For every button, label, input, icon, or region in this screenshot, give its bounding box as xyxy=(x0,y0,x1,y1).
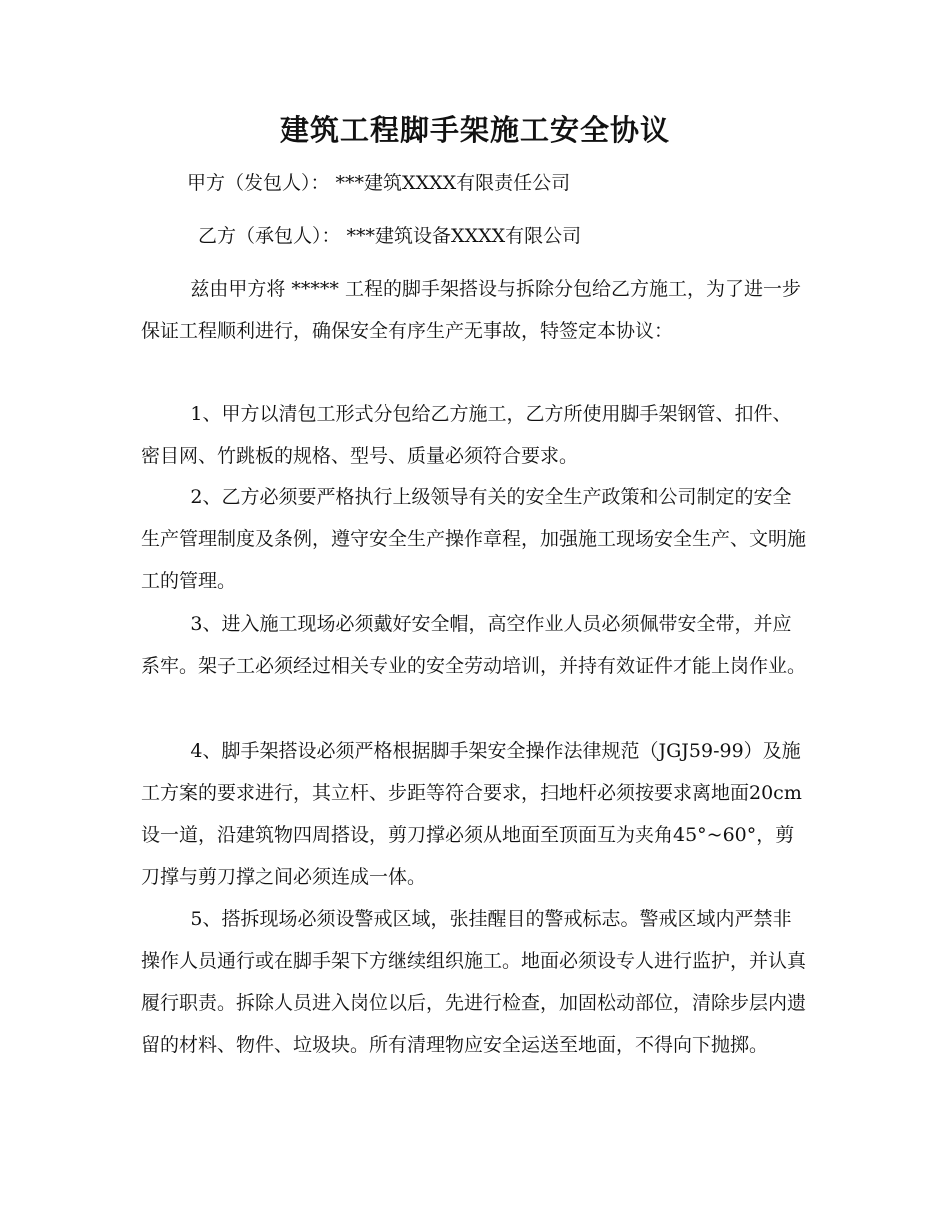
clause-4: 4、脚手架搭设必须严格根据脚手架安全操作法律规范（JGJ59-99）及施工方案的要求进行，其立杆、步距等符合要求，扫地杆必须按要求离地面20cm设一道，沿建筑物四周搭设，剪刀撑必须从地面至顶面互为夹角45°~60°，剪刀撑与剪刀撑之间必须连成一体。 xyxy=(141,740,802,888)
clause-1: 1、甲方以清包工形式分包给乙方施工，乙方所使用脚手架钢管、扣件、密目网、竹跳板的规格、型号、质量必须符合要求。 xyxy=(141,403,792,467)
clause-3: 3、进入施工现场必须戴好安全帽，高空作业人员必须佩带安全带，并应系牢。架子工必须经过相关专业的安全劳动培训，并持有效证件才能上岗作业。 xyxy=(141,613,807,677)
clause-5: 5、搭拆现场必须设警戒区域，张挂醒目的警戒标志。警戒区域内严禁非操作人员通行或在脚手架下方继续组织施工。地面必须设专人进行监护，并认真履行职责。拆除人员进入岗位以后，先进行检查，加固松动部位，清除步层内遗留的材料、物件、垃圾块。所有清理物应安全运送至地面，不得向下抛掷。 xyxy=(141,908,807,1056)
party-a-line: 甲方（发包人）： ***建筑XXXX有限责任公司 xyxy=(187,172,571,194)
intro-paragraph: 兹由甲方将 ***** 工程的脚手架搭设与拆除分包给乙方施工，为了进一步保证工程顺利进行，确保安全有序生产无事故，特签定本协议： xyxy=(141,278,801,342)
clause-2: 2、乙方必须要严格执行上级领导有关的安全生产政策和公司制定的安全生产管理制度及条例，遵守安全生产操作章程，加强施工现场安全生产、文明施工的管理。 xyxy=(141,486,807,592)
party-b-line: 乙方（承包人）： ***建筑设备XXXX有限公司 xyxy=(198,225,582,247)
document-title: 建筑工程脚手架施工安全协议 xyxy=(279,113,670,147)
